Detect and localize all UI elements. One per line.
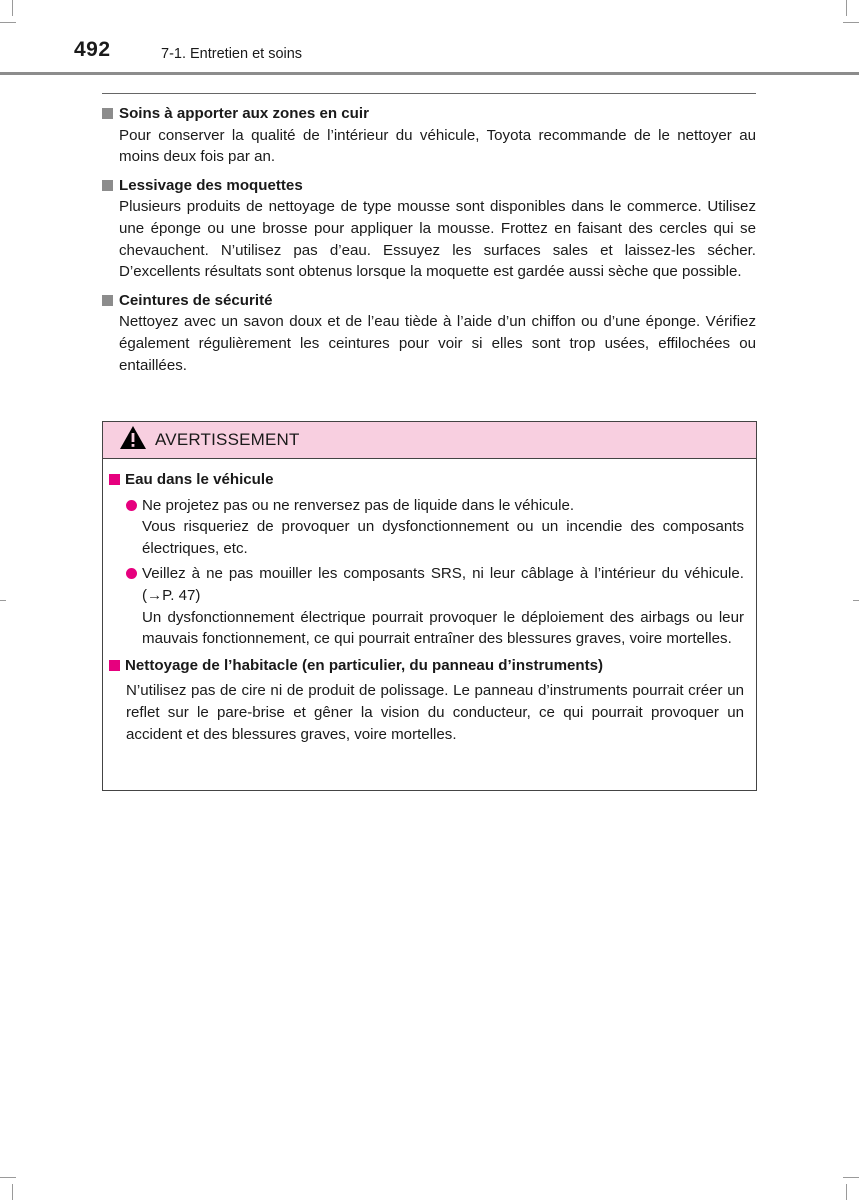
warning-section-body: N’utilisez pas de cire ni de produit de polissage. Le panneau d’instruments pourrait créer un reflet sur le pare-brise et gêner la vision du conducteur, ce qui pourrait provoquer un accident et des blessures graves, voire mortelles. [126, 682, 744, 743]
magenta-dot-icon [126, 500, 137, 511]
crop-mark [0, 22, 16, 23]
warning-box [102, 421, 757, 791]
bullet-line: Veillez à ne pas mouiller les composants SRS, ni leur câblage à l’intérieur du véhicule. (→P. 47) [142, 565, 744, 604]
bullet-line: Un dysfonctionnement électrique pourrait provoquer le déploiement des airbags ou leur mauvais fonctionnement, ce qui pourrait entraîner des blessures graves, voire mortelles. [142, 608, 744, 648]
warning-content [103, 459, 756, 745]
section-heading: Soins à apporter aux zones en cuir [119, 105, 369, 122]
warning-header [103, 422, 756, 459]
crop-mark [12, 0, 13, 16]
header-rule [0, 72, 859, 75]
section-carpets [102, 175, 756, 283]
square-bullet-icon [102, 180, 113, 191]
warning-bullet [126, 563, 744, 649]
square-bullet-icon [102, 295, 113, 306]
section-paragraph: Pour conserver la qualité de l’intérieur du véhicule, Toyota recommande de le nettoyer au moins deux fois par an. [119, 126, 756, 166]
section-title: 7-1. Entretien et soins [161, 46, 303, 62]
section-paragraph: Plusieurs produits de nettoyage de type mousse sont disponibles dans le commerce. Utilisez une éponge ou une brosse pour appliquer la mousse. Frottez en faisant des cercles qui se chevauchent. N’utilisez pas d’eau. Essuyez les surfaces sales et laissez-les sécher. D’excellents résultats sont obtenus lorsque la moquette est gardée aussi sèche que possible. [119, 198, 756, 281]
warning-triangle-icon [119, 425, 147, 455]
warning-title: AVERTISSEMENT [155, 430, 300, 449]
crop-mark [12, 1184, 13, 1200]
magenta-dot-icon [126, 568, 137, 579]
crop-mark [846, 0, 847, 16]
warning-section-heading: Nettoyage de l’habitacle (en particulier, du panneau d’instruments) [125, 656, 604, 674]
crop-mark [843, 22, 859, 23]
bullet-line: Vous risqueriez de provoquer un dysfonctionnement ou un incendie des composants électriques, etc. [142, 518, 744, 557]
warning-section-heading: Eau dans le véhicule [125, 471, 274, 488]
crop-mark [846, 1184, 847, 1200]
section-heading: Lessivage des moquettes [119, 176, 303, 194]
main-content [102, 103, 756, 383]
square-bullet-icon [102, 108, 113, 119]
crop-mark [843, 1177, 859, 1178]
section-heading: Ceintures de sécurité [119, 291, 273, 309]
bullet-line: Ne projetez pas ou ne renversez pas de liquide dans le véhicule. [142, 496, 575, 514]
section-paragraph: Nettoyez avec un savon doux et de l’eau tiède à l’aide d’un chiffon ou d’une éponge. Vérifiez également régulièrement les ceintures pour voir si elles sont trop usées, effilochées ou entaillées. [119, 313, 756, 374]
crop-mark [0, 600, 6, 601]
magenta-square-icon [109, 660, 120, 671]
content-rule [102, 93, 756, 94]
warning-section-cabin [109, 655, 744, 745]
crop-mark [853, 600, 859, 601]
page-number: 492 [74, 38, 111, 61]
warning-section-water [109, 469, 744, 650]
magenta-square-icon [109, 474, 120, 485]
section-seatbelts [102, 290, 756, 376]
section-leather [102, 103, 756, 168]
crop-mark [0, 1177, 16, 1178]
warning-bullet [126, 495, 744, 560]
